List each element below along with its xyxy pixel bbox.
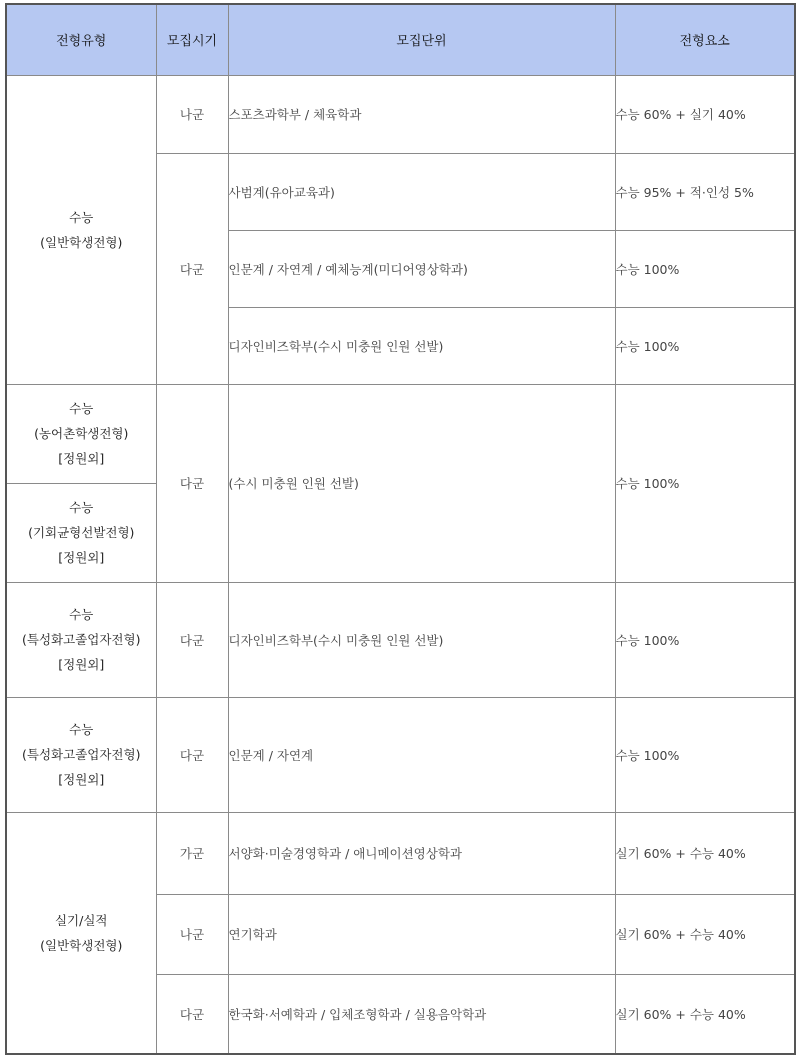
time-cell: 다군 — [156, 974, 228, 1054]
header-unit: 모집단위 — [228, 4, 615, 75]
type-sub-label: (농어촌학생전형) — [34, 426, 129, 441]
header-time: 모집시기 — [156, 4, 228, 75]
type-quota-label: [정원외] — [58, 550, 105, 565]
elem-cell: 실기 60% + 수능 40% — [615, 894, 795, 974]
type-cell — [6, 384, 156, 483]
elem-cell: 실기 60% + 수능 40% — [615, 812, 795, 894]
type-label: 수능 — [69, 607, 94, 622]
unit-cell: 디자인비즈학부(수시 미충원 인원 선발) — [228, 307, 615, 384]
unit-cell: 인문계 / 자연계 — [228, 697, 615, 812]
type-quota-label: [정원외] — [58, 772, 105, 787]
unit-cell: (수시 미충원 인원 선발) — [228, 384, 615, 582]
time-cell: 나군 — [156, 894, 228, 974]
table-row — [6, 384, 795, 483]
type-cell — [6, 812, 156, 1054]
elem-cell: 실기 60% + 수능 40% — [615, 974, 795, 1054]
type-sub-label: (일반학생전형) — [40, 234, 123, 250]
type-cell — [6, 75, 156, 384]
elem-cell: 수능 100% — [615, 307, 795, 384]
table-row — [6, 582, 795, 697]
elem-cell: 수능 60% + 실기 40% — [615, 75, 795, 153]
admission-table — [5, 3, 796, 1055]
type-label: 실기/실적 — [54, 912, 108, 928]
type-cell — [6, 697, 156, 812]
unit-cell: 사범계(유아교육과) — [228, 153, 615, 230]
type-quota-label: [정원외] — [58, 451, 105, 466]
time-cell: 다군 — [156, 153, 228, 384]
unit-cell: 스포츠과학부 / 체육학과 — [228, 75, 615, 153]
type-label: 수능 — [69, 500, 94, 515]
time-cell: 다군 — [156, 582, 228, 697]
type-cell — [6, 582, 156, 697]
unit-cell: 인문계 / 자연계 / 예체능계(미디어영상학과) — [228, 230, 615, 307]
type-quota-label: [정원외] — [58, 657, 105, 672]
elem-cell: 수능 100% — [615, 230, 795, 307]
type-label: 수능 — [69, 722, 94, 737]
table-row — [6, 812, 795, 894]
elem-cell: 수능 100% — [615, 384, 795, 582]
header-type: 전형유형 — [6, 4, 156, 75]
time-cell: 다군 — [156, 384, 228, 582]
elem-cell: 수능 100% — [615, 697, 795, 812]
header-row — [6, 4, 795, 75]
unit-cell: 연기학과 — [228, 894, 615, 974]
elem-cell: 수능 95% + 적·인성 5% — [615, 153, 795, 230]
unit-cell: 한국화·서예학과 / 입체조형학과 / 실용음악학과 — [228, 974, 615, 1054]
time-cell: 나군 — [156, 75, 228, 153]
type-sub-label: (기회균형선발전형) — [28, 525, 135, 540]
elem-cell: 수능 100% — [615, 582, 795, 697]
type-label: 수능 — [69, 401, 94, 416]
type-label: 수능 — [69, 209, 94, 225]
table-row — [6, 697, 795, 812]
header-elem: 전형요소 — [615, 4, 795, 75]
type-cell — [6, 483, 156, 582]
unit-cell: 서양화·미술경영학과 / 애니메이션영상학과 — [228, 812, 615, 894]
table-row — [6, 75, 795, 153]
time-cell: 가군 — [156, 812, 228, 894]
time-cell: 다군 — [156, 697, 228, 812]
type-sub-label: (일반학생전형) — [40, 937, 123, 953]
unit-cell: 디자인비즈학부(수시 미충원 인원 선발) — [228, 582, 615, 697]
type-sub-label: (특성화고졸업자전형) — [22, 632, 141, 647]
type-sub-label: (특성화고졸업자전형) — [22, 747, 141, 762]
